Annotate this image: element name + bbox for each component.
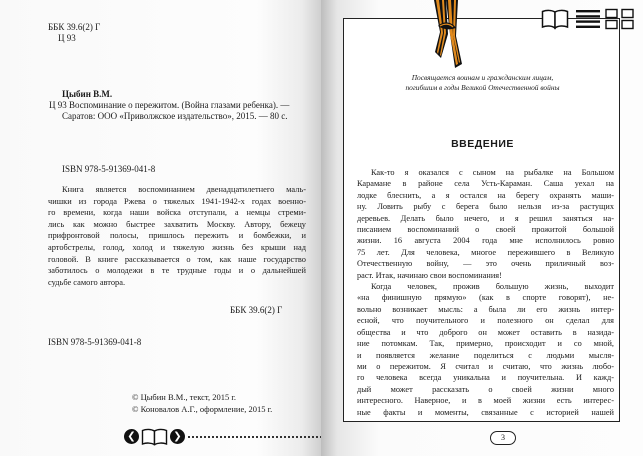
next-page-button[interactable] [170,429,185,444]
body-line: вольно возникает мысль: а была ли его жизнь интер- [357,304,614,314]
body-line: и появляется желание поделиться с людьми мысля- [357,350,614,360]
thumbnails-grid-icon[interactable] [605,8,635,30]
author-code-top: Ц 93 [58,33,76,43]
bibliographic-description-line: Ц 93 Воспоминание о пережитом. (Война глазами ребенка). — [49,100,290,110]
chevron-right-icon: ❯ [173,431,182,442]
right-page [321,0,643,456]
page-number: 3 [490,431,516,445]
book-annotation [48,184,306,288]
annotation-line: чишки из города Ржева о тяжелых 1941-1942-х годах военно- [48,196,306,206]
body-line: ные факты и моменты, связанные с историей нашей [357,407,614,417]
previous-page-button[interactable] [124,429,139,444]
dedication-line: Посвящается воинам и гражданским лицам, [411,73,554,82]
body-line: Когда человек, прожив большую жизнь, выходит [371,282,614,292]
annotation-line: прифронтовой полосы, пришлось пережить и бомбежки, и [48,231,306,241]
dedication [368,73,597,92]
body-line: «на финишную прямую» (как в спорте говорят), не- [357,293,614,303]
st-george-ribbon-icon [428,0,464,70]
body-line: Отечественную войну, — это очень приличный воз- [357,259,614,269]
body-line: писанием воспоминаний о своей прожитой большой [357,225,614,235]
annotation-line: заботилось о молодежи в те трудные годы и о дальнейшей [48,266,306,276]
chevron-left-icon: ❮ [127,431,136,442]
body-line: интересного. Наверное, и в моей жизни есть интерес- [357,396,614,406]
body-line: деревьев. Делать было нечего, и я решил заняться на- [357,213,614,223]
body-line: лодке блеснить, а я остался на берегу охранять маши- [357,190,614,200]
annotation-line: лись как можно быстрее захватить Москву. Автору, бежецу [48,219,306,229]
annotation-line: Книга является воспоминанием двенадцатилетнего маль- [62,185,306,194]
chapter-heading: ВВЕДЕНИЕ [451,138,514,150]
body-line: дый может рассказать о своей жизни много [357,384,614,394]
copyright-design: © Коновалов А.Г., оформление, 2015 г. [132,404,273,414]
body-line: го человека всегда уникальна и поучительна. И кажд- [357,373,614,383]
body-line: Как-то я оказался с сыном на рыбалке на Большом [371,168,614,177]
body-line: жизни. 16 августа 2004 года мне исполнилось ровно [357,236,614,246]
annotation-line: го времени, когда наши войска отступали, а немцы стреми- [48,208,306,218]
open-book-icon[interactable] [141,428,168,446]
table-of-contents-icon[interactable] [575,8,601,30]
dedication-line: погибшим в годы Великой Отечественной войны [405,82,560,92]
body-line: общества и что доброго он может оставить в назида- [357,327,614,337]
page-frame [343,18,620,442]
author-name: Цыбин В.М. [62,89,113,99]
bbk-code-bottom: ББК 39.6(2) Г [230,305,283,315]
page-progress-track[interactable] [188,436,321,438]
body-line: ние потомкам. Так, примерно, происходит и со мной, [357,339,614,349]
annotation-line: головой. В книге рассказывается о том, как наше государство [48,254,306,264]
isbn-top: ISBN 978-5-91369-041-8 [62,164,156,174]
body-line: 75 лет. Для человека, многое пережившего в Великую [357,247,614,257]
body-line: ми о пережитом. Я считал и считаю, что жизнь любо- [357,361,614,371]
page-navigation [124,428,321,446]
chapter-body [357,167,614,418]
isbn-bottom: ISBN 978-5-91369-041-8 [48,337,142,347]
body-line: есной, что поучительного и полезного он сделал для [357,316,614,326]
body-line: ну. Ловить рыбу с берега было нельзя из-за растущих [357,202,614,212]
bbk-code-top: ББК 39.6(2) Г [48,22,101,32]
body-line: Карамане в районе села Усть-Караман. Саша уехал на [357,179,614,189]
annotation-line: судьбе самого автора. [48,277,126,287]
copyright-text: © Цыбин В.М., текст, 2015 г. [132,392,236,402]
bibliographic-publisher-line: Саратов: ООО «Приволжское издательство», 2015. — 80 с. [62,111,288,121]
left-page [0,0,321,456]
open-book-icon[interactable] [541,8,569,30]
body-line: раст. Итак, начинаю свои воспоминания! [357,270,502,280]
annotation-line: артобстрелы, голод, холод и тяжелую жизнь без крыши над [48,242,306,252]
